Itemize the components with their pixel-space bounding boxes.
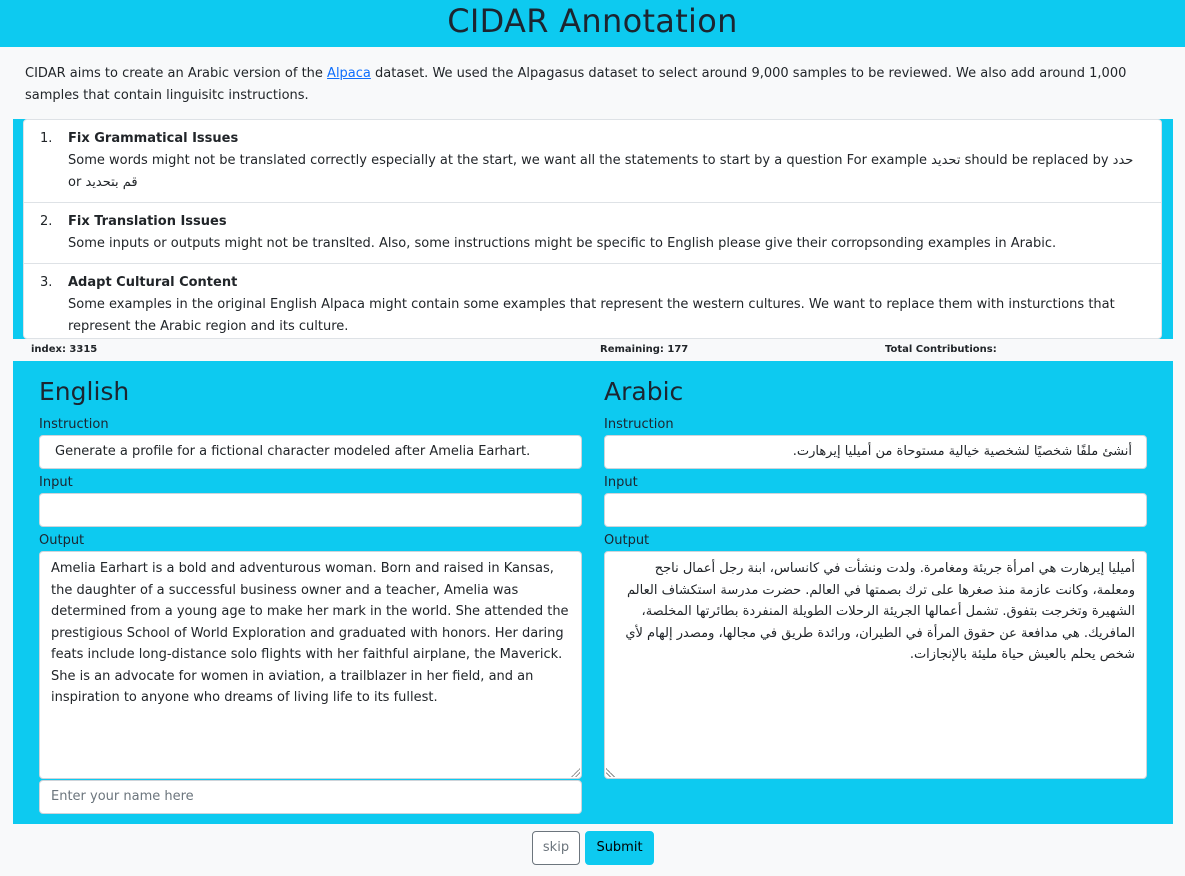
arabic-output-label: Output xyxy=(604,533,650,548)
english-output-text: Amelia Earhart is a bold and adventurous woman. Born and raised in Kansas, the daughter of a successful business owner and a teacher, Amelia was determined from a young age to make her mark in the world. She attended the prestigious School of World Exploration and graduated with honors. Her daring feats include long-distance solo flights with her faithful airplane, the Maverick. She is an advocate for women in aviation, a trailblazer in her field, and an inspiration to anyone who dreams of living life to its fullest. xyxy=(51,561,569,705)
guidelines-list xyxy=(23,119,1162,339)
english-input-label: Input xyxy=(39,475,73,490)
english-output-textarea[interactable] xyxy=(39,551,582,779)
intro-before: CIDAR aims to create an Arabic version of the xyxy=(25,66,328,81)
page-title: CIDAR Annotation xyxy=(447,2,738,40)
arabic-input-label: Input xyxy=(604,475,638,490)
intro-after: dataset. We used the Alpagasus dataset to select around 9,000 samples to be reviewed. We also add around 1,000 samples that contain linguisitc instructions. xyxy=(25,66,1127,103)
guideline-text: Some examples in the original English Alpaca might contain some examples that represent the western cultures. We want to replace them with insturctions that represent the Arabic region and its culture. xyxy=(68,297,1115,334)
guideline-title: Adapt Cultural Content xyxy=(68,275,238,290)
index-stat: index: 3315 xyxy=(31,344,98,355)
english-output-label: Output xyxy=(39,533,85,548)
english-input-field[interactable] xyxy=(39,493,582,527)
arabic-output-textarea[interactable] xyxy=(604,551,1147,779)
annotation-form xyxy=(13,361,1173,824)
arabic-input-field[interactable] xyxy=(604,493,1147,527)
guideline-number: 1. xyxy=(40,131,53,146)
resize-handle-icon[interactable] xyxy=(570,767,580,777)
guideline-title: Fix Grammatical Issues xyxy=(68,131,239,146)
arabic-instruction-label: Instruction xyxy=(604,417,674,432)
english-heading: English xyxy=(39,377,130,406)
submit-button[interactable]: Submit xyxy=(585,831,654,865)
guideline-item xyxy=(24,264,1161,339)
guideline-number: 3. xyxy=(40,275,53,290)
guideline-text: Some words might not be translated correctly especially at the start, we want all the statements to start by a question For example تحديد should be replaced by حدد or قم بتحديد xyxy=(68,153,1134,190)
arabic-heading: Arabic xyxy=(604,377,684,406)
guideline-item xyxy=(24,203,1161,264)
resize-handle-icon[interactable] xyxy=(606,767,616,777)
english-column xyxy=(39,361,582,814)
arabic-column xyxy=(604,361,1147,779)
skip-button[interactable]: skip xyxy=(532,831,580,865)
arabic-output-text: أميليا إيرهارت هي امرأة جريئة ومغامرة. ولدت ونشأت في كانساس، ابنة رجل أعمال ناجح ومعلمة، وكانت عازمة منذ صغرها على ترك بصمتها في العالم. حضرت مدرسة استكشاف العالم الشهيرة وتخرجت بتفوق. تشمل أعمالها الجريئة الرحلات الطويلة المنفردة بطائرتها المخلصة، المافريك. هي مدافعة عن حقوق المرأة في الطيران، ورائدة طريق في مجالها، ومصدر إلهام لأي شخص يحلم بالعيش حياة مليئة بالإنجازات. xyxy=(625,561,1135,662)
remaining-stat: Remaining: 177 xyxy=(600,344,689,355)
alpaca-link[interactable]: Alpaca xyxy=(327,66,371,81)
guideline-title: Fix Translation Issues xyxy=(68,214,227,229)
total-contributions-stat: Total Contributions: xyxy=(885,344,997,355)
english-instruction-label: Instruction xyxy=(39,417,109,432)
intro-text xyxy=(25,63,1165,107)
guidelines-panel xyxy=(13,119,1173,339)
arabic-instruction-input[interactable]: أنشئ ملفًا شخصيًا لشخصية خيالية مستوحاة من أميليا إيرهارت. xyxy=(604,435,1147,469)
page-header xyxy=(0,0,1185,47)
english-instruction-input[interactable]: Generate a profile for a fictional character modeled after Amelia Earhart. xyxy=(39,435,582,469)
guideline-item xyxy=(24,120,1161,203)
stats-bar xyxy=(0,344,1185,360)
annotator-name-input[interactable]: Enter your name here xyxy=(39,780,582,814)
guideline-text: Some inputs or outputs might not be translted. Also, some instructions might be specific to English please give their corropsonding examples in Arabic. xyxy=(68,236,1057,251)
guideline-number: 2. xyxy=(40,214,53,229)
